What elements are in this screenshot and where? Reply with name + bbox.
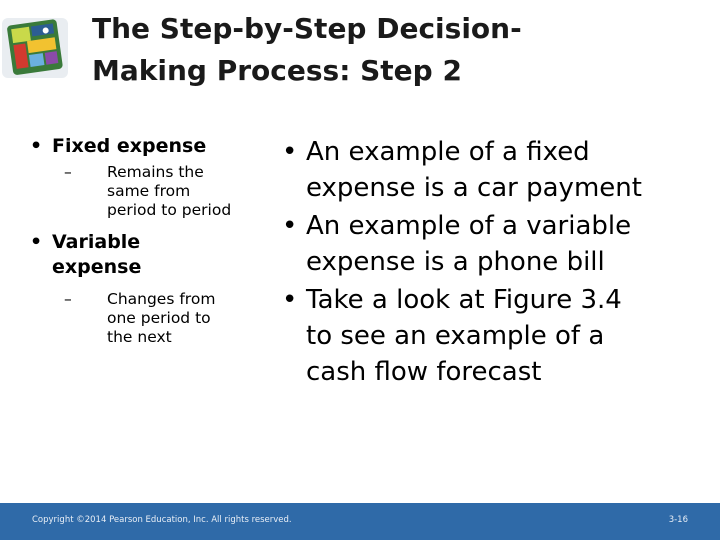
- dash-icon: –: [64, 163, 72, 181]
- bullet-icon: •: [282, 285, 298, 315]
- dash-icon: –: [64, 290, 72, 308]
- list-item-line: An example of a fixed: [306, 137, 590, 167]
- footer-bar: [0, 503, 720, 540]
- page-title: [92, 8, 692, 92]
- list-item-line: expense is a phone bill: [306, 247, 605, 277]
- list-item-label-line: expense: [52, 256, 142, 278]
- list-item-line: to see an example of a: [306, 321, 605, 351]
- left-bullet-list: [30, 134, 245, 347]
- sub-item-line: period to period: [107, 201, 232, 219]
- list-item-line: Take a look at Figure 3.4: [306, 285, 622, 315]
- book-logo-icon: [0, 12, 72, 84]
- bullet-icon: •: [30, 231, 43, 253]
- list-item-fixed-example: [282, 134, 702, 206]
- sub-item: [52, 163, 245, 220]
- sub-item-line: Changes from: [107, 290, 216, 308]
- list-item-variable-example: [282, 208, 702, 280]
- sub-item: [52, 290, 245, 347]
- page-number: 3-16: [668, 515, 688, 525]
- list-item-variable-expense: [30, 230, 245, 347]
- sub-item-line: same from: [107, 182, 191, 200]
- right-column: [282, 134, 702, 390]
- sub-item-line: the next: [107, 328, 172, 346]
- left-column: [30, 134, 245, 347]
- list-item-figure-reference: [282, 282, 702, 390]
- bullet-icon: •: [282, 137, 298, 167]
- list-item-fixed-expense: [30, 134, 245, 220]
- list-item-line: cash flow forecast: [306, 357, 542, 387]
- list-item-label-line: Variable: [52, 231, 141, 253]
- title-line-1: The Step-by-Step Decision-: [92, 12, 522, 45]
- title-line-2: Making Process: Step 2: [92, 54, 462, 87]
- bullet-icon: •: [282, 211, 298, 241]
- right-bullet-list: [282, 134, 702, 390]
- copyright-text: Copyright ©2014 Pearson Education, Inc. All rights reserved.: [32, 515, 292, 525]
- list-item-line: An example of a variable: [306, 211, 632, 241]
- sub-item-line: Remains the: [107, 163, 204, 181]
- list-item-line: expense is a car payment: [306, 173, 642, 203]
- list-item-label: Fixed expense: [52, 135, 207, 157]
- sub-item-line: one period to: [107, 309, 211, 327]
- bullet-icon: •: [30, 135, 43, 157]
